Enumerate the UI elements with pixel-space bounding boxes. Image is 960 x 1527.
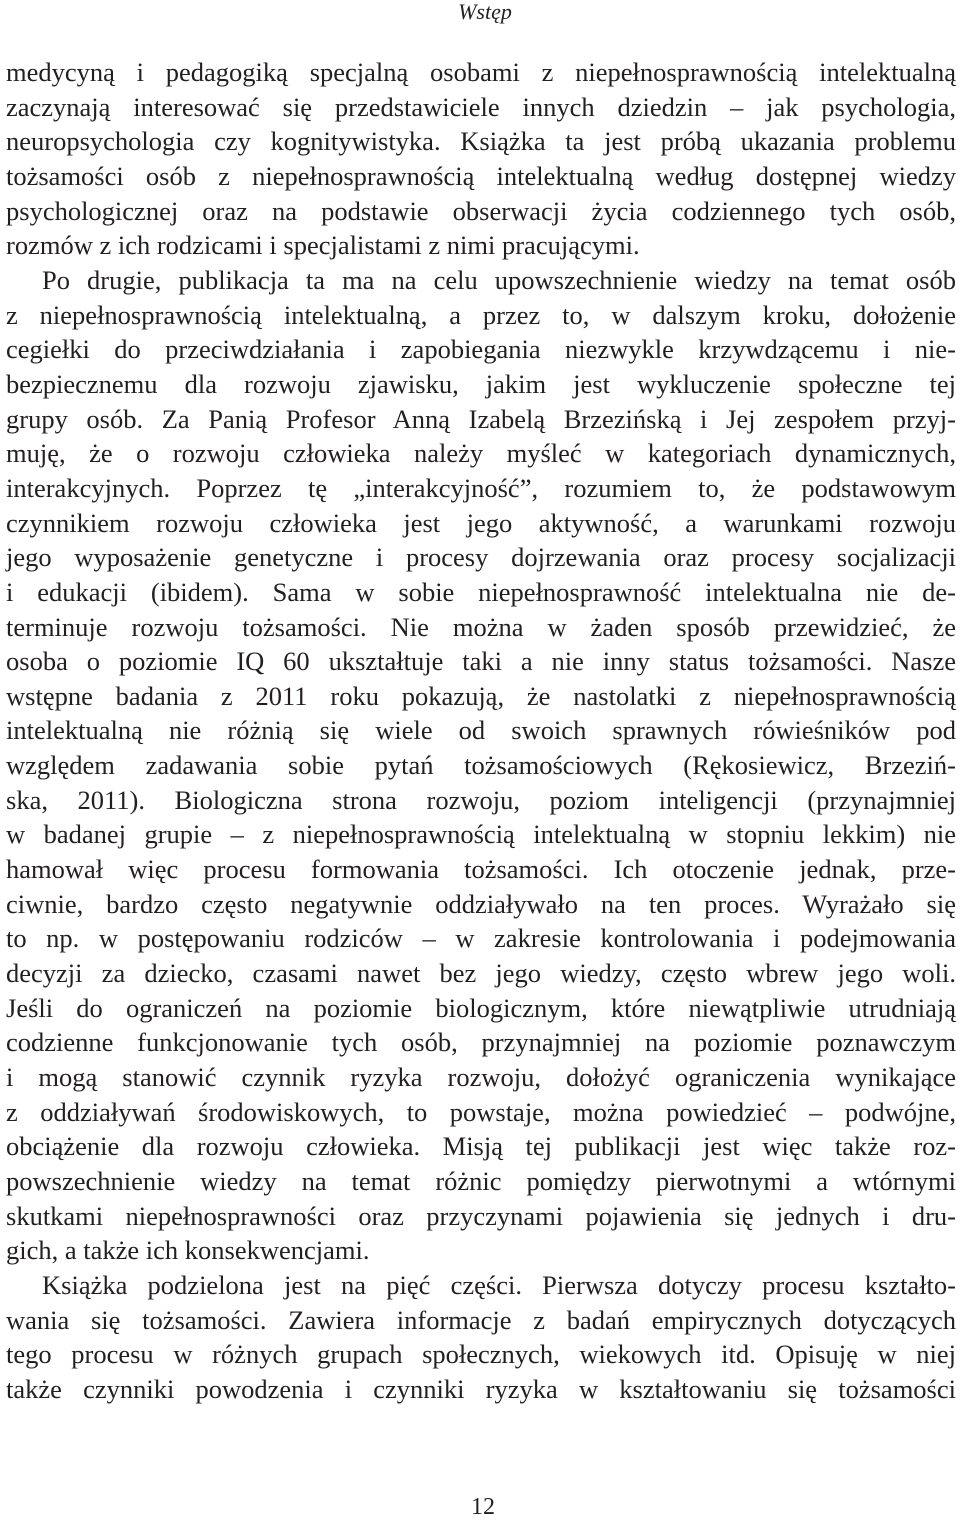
text-line: także czynniki powodzenia i czynniki ryzyka w kształtowaniu się tożsamości xyxy=(6,1373,956,1404)
text-line: zaczynają interesować się przedstawiciele innych dziedzin – jak psychologia, xyxy=(6,91,956,122)
text-line: to np. w postępowaniu rodziców – w zakresie kontrolowania i podejmowania xyxy=(6,923,956,954)
text-line: skutkami niepełnosprawności oraz przyczynami pojawienia się jednych i dru- xyxy=(6,1200,956,1231)
text-line: i mogą stanowić czynnik ryzyka rozwoju, dołożyć ograniczenia wynikające xyxy=(6,1062,956,1093)
text-line: z niepełnosprawnością intelektualną, a przez to, w dalszym kroku, dołożenie xyxy=(6,299,956,330)
text-line: interakcyjnych. Poprzez tę „interakcyjność”, rozumiem to, że podstawowym xyxy=(6,472,956,503)
text-line: medycyną i pedagogiką specjalną osobami z niepełnosprawnością intelektualną xyxy=(6,57,956,87)
text-line: muję, że o rozwoju człowieka należy myśleć w kategoriach dynamicznych, xyxy=(6,438,956,469)
text-line: psychologicznej oraz na podstawie obserwacji życia codziennego tych osób, xyxy=(6,195,956,226)
text-line: ska, 2011). Biologiczna strona rozwoju, poziom inteligencji (przynajmniej xyxy=(6,784,956,815)
text-line: wstępne badania z 2011 roku pokazują, że nastolatki z niepełnosprawnością xyxy=(6,680,956,711)
text-line: cegiełki do przeciwdziałania i zapobiegania niezwykle krzywdzącemu i nie- xyxy=(6,334,956,365)
text-line: hamował więc procesu formowania tożsamości. Ich otoczenie jednak, prze- xyxy=(6,854,956,885)
text-line: i edukacji (ibidem). Sama w sobie niepełnosprawność intelektualna nie de- xyxy=(6,576,956,607)
text-line: osoba o poziomie IQ 60 ukształtuje taki a nie inny status tożsamości. Nasze xyxy=(6,646,956,677)
text-line: bezpiecznemu dla rozwoju zjawisku, jakim jest wykluczenie społeczne tej xyxy=(6,368,956,399)
text-line: w badanej grupie – z niepełnosprawnością intelektualną w stopniu lekkim) nie xyxy=(6,819,956,850)
body-text xyxy=(6,55,956,1407)
text-line: Jeśli do ograniczeń na poziomie biologicznym, które niewątpliwie utrudniają xyxy=(6,992,956,1023)
text-line: gich, a także ich konsekwencjami. xyxy=(6,1235,370,1266)
text-line: rozmów z ich rodzicami i specjalistami z nimi pracującymi. xyxy=(6,230,640,261)
text-line: intelektualną nie różnią się wiele od swoich sprawnych rówieśników pod xyxy=(6,715,956,746)
page-number-value: 12 xyxy=(471,1494,495,1520)
text-line: wania się tożsamości. Zawiera informacje z badań empirycznych dotyczących xyxy=(6,1304,956,1335)
text-line: codzienne funkcjonowanie tych osób, przynajmniej na poziomie poznawczym xyxy=(6,1027,956,1058)
running-title: Wstęp xyxy=(458,0,512,24)
text-line: jego wyposażenie genetyczne i procesy dojrzewania oraz procesy socjalizacji xyxy=(6,542,956,573)
paragraph-continuation xyxy=(6,55,956,263)
text-line: z oddziaływań środowiskowych, to powstaje, można powiedzieć – podwójne, xyxy=(6,1096,956,1127)
text-line: tego procesu w różnych grupach społecznych, wiekowych itd. Opisuję w niej xyxy=(6,1339,956,1370)
text-line: decyzji za dziecko, czasami nawet bez jego wiedzy, często wbrew jego woli. xyxy=(6,958,956,989)
text-line: Po drugie, publikacja ta ma na celu upowszechnienie wiedzy na temat osób xyxy=(42,264,956,295)
text-line: Książka podzielona jest na pięć części. Pierwsza dotyczy procesu kształto- xyxy=(42,1269,956,1300)
text-line: obciążenie dla rozwoju człowieka. Misją tej publikacji jest więc także roz- xyxy=(6,1131,956,1162)
text-line: względem zadawania sobie pytań tożsamościowych (Rękosiewicz, Brzeziń- xyxy=(6,750,956,781)
page-number xyxy=(0,1493,960,1521)
paragraph-po-drugie xyxy=(6,263,956,1268)
paragraph-ksiazka-podzielona xyxy=(6,1268,956,1407)
text-line: powszechnienie wiedzy na temat różnic pomiędzy pierwotnymi a wtórnymi xyxy=(6,1166,956,1196)
text-line: czynnikiem rozwoju człowieka jest jego aktywność, a warunkami rozwoju xyxy=(6,507,956,538)
text-line: grupy osób. Za Panią Profesor Anną Izabelą Brzezińską i Jej zespołem przyj- xyxy=(6,403,956,434)
text-line: terminuje rozwoju tożsamości. Nie można w żaden sposób przewidzieć, że xyxy=(6,611,956,642)
running-header xyxy=(0,0,960,24)
text-line: ciwnie, bardzo często negatywnie oddziaływało na ten proces. Wyrażało się xyxy=(6,888,956,919)
text-line: neuropsychologia czy kognitywistyka. Książka ta jest próbą ukazania problemu xyxy=(6,126,956,157)
text-line: tożsamości osób z niepełnosprawnością intelektualną według dostępnej wiedzy xyxy=(6,160,956,191)
